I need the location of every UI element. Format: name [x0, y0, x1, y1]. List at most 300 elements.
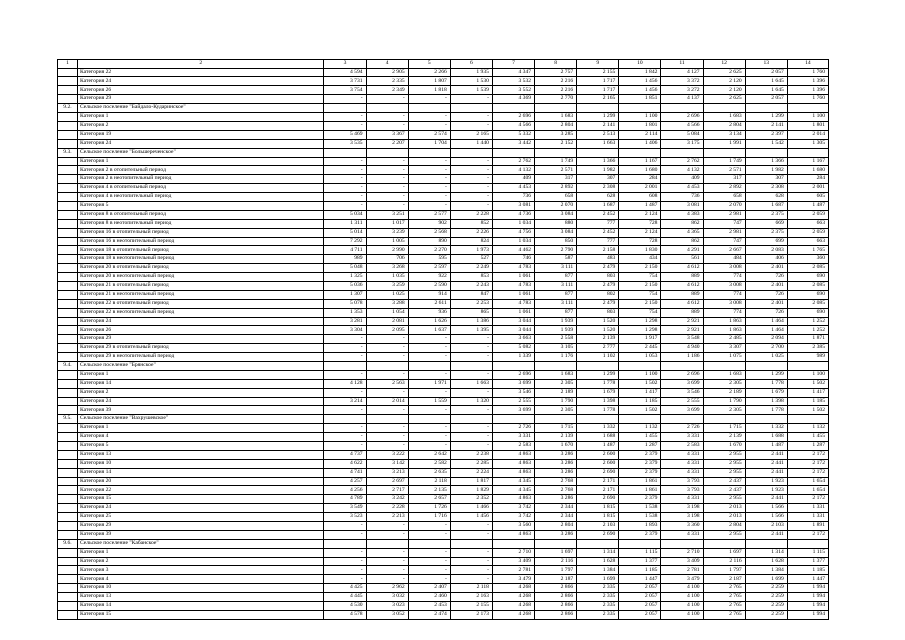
value-cell: 4 268: [492, 584, 534, 593]
value-cell: 877: [535, 273, 577, 282]
table-row: [58, 459, 829, 468]
row-label-cell: Категория 26: [78, 86, 324, 95]
value-cell: 1 530: [450, 77, 492, 86]
value-cell: 1 061: [492, 290, 534, 299]
value-cell: 3 285: [535, 130, 577, 139]
row-number-cell: [58, 273, 78, 282]
table-row: [58, 326, 829, 335]
value-cell: 4 425: [324, 584, 366, 593]
table-row: [58, 504, 829, 513]
value-cell: 2 141: [577, 121, 619, 130]
row-label-cell: Категория 14: [78, 602, 324, 611]
value-cell: 2 057: [745, 68, 787, 77]
value-cell: 1 466: [450, 504, 492, 513]
value-cell: [450, 104, 492, 113]
value-cell: 5 014: [324, 228, 366, 237]
row-label-cell: Категория 3: [78, 566, 324, 575]
value-cell: 605: [787, 193, 828, 202]
value-cell: 2 124: [619, 228, 661, 237]
value-cell: 2 001: [619, 184, 661, 193]
value-cell: 4 100: [661, 584, 703, 593]
value-cell: 1 790: [535, 397, 577, 406]
value-cell: 2 158: [577, 246, 619, 255]
value-cell: 754: [619, 273, 661, 282]
row-number-cell: [58, 184, 78, 193]
row-label-cell: Категория 1: [78, 548, 324, 557]
value-cell: -: [324, 166, 366, 175]
value-cell: 1 384: [745, 566, 787, 575]
value-cell: 1 871: [787, 335, 828, 344]
value-cell: 2 762: [492, 157, 534, 166]
value-cell: -: [408, 522, 450, 531]
row-number-cell: [58, 290, 78, 299]
value-cell: 3 032: [366, 593, 408, 602]
value-cell: -: [450, 566, 492, 575]
value-cell: 1 252: [787, 317, 828, 326]
row-label-cell: Категория 18 в отопительный период: [78, 246, 324, 255]
table-row: [58, 130, 829, 139]
value-cell: 1 186: [661, 353, 703, 362]
value-cell: 1 683: [703, 113, 745, 122]
value-cell: 2 563: [366, 379, 408, 388]
value-cell: -: [366, 548, 408, 557]
row-number-cell: [58, 326, 78, 335]
value-cell: 3 286: [535, 530, 577, 539]
value-cell: 2 726: [492, 424, 534, 433]
value-cell: 2 057: [745, 95, 787, 104]
value-cell: 2 349: [366, 86, 408, 95]
value-cell: 2 057: [619, 593, 661, 602]
value-cell: 3 754: [324, 86, 366, 95]
value-cell: 3 105: [535, 344, 577, 353]
value-cell: 3 546: [661, 388, 703, 397]
col-header: 3: [324, 60, 366, 69]
value-cell: -: [324, 121, 366, 130]
value-cell: 1 034: [492, 237, 534, 246]
table-row: [58, 184, 829, 193]
table-row: [58, 281, 829, 290]
value-cell: -: [324, 530, 366, 539]
value-cell: 2 305: [703, 406, 745, 415]
value-cell: [619, 148, 661, 157]
value-cell: 2 014: [366, 397, 408, 406]
value-cell: 2 083: [745, 246, 787, 255]
value-cell: 1 185: [787, 397, 828, 406]
value-cell: 1 464: [745, 326, 787, 335]
value-cell: 4 100: [661, 593, 703, 602]
value-cell: 2 625: [703, 68, 745, 77]
value-cell: -: [366, 175, 408, 184]
value-cell: 317: [535, 175, 577, 184]
value-cell: 527: [450, 255, 492, 264]
value-cell: 2 216: [535, 77, 577, 86]
column-number-row: [58, 60, 829, 69]
value-cell: -: [324, 201, 366, 210]
value-cell: 1 395: [450, 326, 492, 335]
row-label-cell: Категория 1: [78, 370, 324, 379]
value-cell: 1 353: [324, 308, 366, 317]
value-cell: 2 583: [492, 442, 534, 451]
table-row: [58, 344, 829, 353]
value-cell: 2 597: [408, 264, 450, 273]
value-cell: 360: [787, 255, 828, 264]
row-label-cell: Категория 26: [78, 326, 324, 335]
value-cell: 2 955: [703, 468, 745, 477]
value-cell: 3 699: [492, 406, 534, 415]
row-number-cell: [58, 157, 78, 166]
value-cell: 2 059: [787, 228, 828, 237]
row-number-cell: [58, 468, 78, 477]
value-cell: 2 103: [745, 522, 787, 531]
row-label-cell: Категория 14: [78, 468, 324, 477]
value-cell: 1 749: [703, 157, 745, 166]
section-row: [58, 104, 829, 113]
value-cell: 1 299: [745, 370, 787, 379]
value-cell: 1 132: [787, 424, 828, 433]
value-cell: 2 270: [408, 246, 450, 255]
value-cell: 706: [366, 255, 408, 264]
row-number-cell: [58, 424, 78, 433]
value-cell: 1 298: [619, 317, 661, 326]
value-cell: 2 955: [703, 530, 745, 539]
value-cell: 3 081: [661, 201, 703, 210]
value-cell: 2 452: [577, 210, 619, 219]
value-cell: 2 305: [535, 406, 577, 415]
value-cell: [577, 148, 619, 157]
value-cell: 4 594: [324, 68, 366, 77]
row-number-cell: [58, 166, 78, 175]
col-header: 4: [366, 60, 408, 69]
value-cell: 2 155: [577, 68, 619, 77]
value-cell: 2 479: [577, 299, 619, 308]
value-cell: 1 447: [787, 575, 828, 584]
value-cell: 284: [619, 175, 661, 184]
value-cell: -: [450, 442, 492, 451]
value-cell: 824: [450, 237, 492, 246]
value-cell: 728: [619, 219, 661, 228]
value-cell: -: [408, 121, 450, 130]
value-cell: 2 574: [408, 130, 450, 139]
value-cell: 2 485: [703, 335, 745, 344]
value-cell: -: [408, 370, 450, 379]
value-cell: 3 552: [492, 86, 534, 95]
value-cell: 1 628: [577, 557, 619, 566]
value-cell: 5 036: [324, 281, 366, 290]
value-cell: 1 538: [619, 504, 661, 513]
value-cell: [450, 148, 492, 157]
value-cell: 922: [408, 273, 450, 282]
value-cell: [787, 148, 828, 157]
value-cell: -: [408, 548, 450, 557]
value-cell: 1 332: [745, 424, 787, 433]
value-cell: 4 268: [492, 593, 534, 602]
value-cell: 2 781: [492, 566, 534, 575]
value-cell: 1 697: [703, 548, 745, 557]
value-cell: -: [408, 442, 450, 451]
value-cell: -: [408, 157, 450, 166]
value-cell: 1 688: [577, 433, 619, 442]
table-row: [58, 442, 829, 451]
value-cell: 2 228: [450, 210, 492, 219]
value-cell: 3 111: [535, 264, 577, 273]
row-number-cell: 9.2.: [58, 104, 78, 113]
value-cell: [366, 361, 408, 370]
row-number-cell: [58, 477, 78, 486]
value-cell: 4 711: [324, 246, 366, 255]
row-number-cell: [58, 121, 78, 130]
value-cell: -: [324, 175, 366, 184]
value-cell: [450, 539, 492, 548]
value-cell: -: [366, 442, 408, 451]
table-row: [58, 121, 829, 130]
value-cell: -: [324, 442, 366, 451]
value-cell: -: [408, 530, 450, 539]
value-cell: -: [450, 121, 492, 130]
value-cell: 2 375: [745, 228, 787, 237]
value-cell: 2 667: [703, 246, 745, 255]
value-cell: 746: [492, 255, 534, 264]
value-cell: 2 710: [492, 548, 534, 557]
value-cell: 2 266: [408, 68, 450, 77]
value-cell: 2 139: [535, 433, 577, 442]
row-number-cell: [58, 522, 78, 531]
row-number-cell: [58, 495, 78, 504]
value-cell: 1 132: [619, 424, 661, 433]
col-header: 12: [703, 60, 745, 69]
value-cell: 1 801: [619, 121, 661, 130]
value-cell: 4 612: [661, 281, 703, 290]
row-number-cell: [58, 317, 78, 326]
value-cell: [492, 415, 534, 424]
value-cell: -: [450, 166, 492, 175]
value-cell: 2 777: [577, 344, 619, 353]
row-number-cell: [58, 210, 78, 219]
table-row: [58, 575, 829, 584]
value-cell: 4 128: [324, 379, 366, 388]
value-cell: 2 150: [619, 281, 661, 290]
value-cell: -: [324, 113, 366, 122]
value-cell: [745, 415, 787, 424]
value-cell: 1 398: [577, 397, 619, 406]
table-row: [58, 175, 829, 184]
row-label-cell: Категория 39: [78, 406, 324, 415]
value-cell: 850: [535, 237, 577, 246]
value-cell: 1 654: [787, 486, 828, 495]
row-number-cell: [58, 255, 78, 264]
value-cell: 1 102: [577, 353, 619, 362]
row-label-cell: Категория 4: [78, 575, 324, 584]
value-cell: [535, 361, 577, 370]
value-cell: 2 790: [535, 246, 577, 255]
row-number-cell: [58, 344, 78, 353]
value-cell: 2 152: [535, 139, 577, 148]
value-cell: -: [366, 335, 408, 344]
value-cell: 2 401: [745, 281, 787, 290]
value-cell: 2 558: [535, 335, 577, 344]
value-cell: [492, 539, 534, 548]
value-cell: 1 817: [450, 477, 492, 486]
row-label-cell: Категория 29: [78, 522, 324, 531]
row-label-cell: Сельское поселение "Кабанское": [78, 539, 324, 548]
col-header: 13: [745, 60, 787, 69]
row-label-cell: Категория 4 в неотопительный период: [78, 193, 324, 202]
value-cell: 2 696: [492, 370, 534, 379]
value-cell: 2 335: [577, 593, 619, 602]
value-cell: 2 013: [703, 513, 745, 522]
value-cell: 2 697: [366, 477, 408, 486]
value-cell: 2 905: [366, 68, 408, 77]
value-cell: -: [450, 175, 492, 184]
value-cell: 2 804: [703, 522, 745, 531]
value-cell: 2 213: [366, 513, 408, 522]
value-cell: [535, 104, 577, 113]
table-row: [58, 299, 829, 308]
value-cell: 3 331: [492, 433, 534, 442]
value-cell: 1 456: [619, 77, 661, 86]
value-cell: [535, 539, 577, 548]
value-cell: 4 756: [492, 228, 534, 237]
value-cell: 3 008: [703, 264, 745, 273]
value-cell: 2 187: [535, 575, 577, 584]
table-row: [58, 406, 829, 415]
row-label-cell: Категория 15: [78, 610, 324, 619]
value-cell: 1 778: [745, 406, 787, 415]
value-cell: 2 635: [408, 468, 450, 477]
value-cell: 2 165: [450, 130, 492, 139]
row-label-cell: Категория 21 в отопительный период: [78, 281, 324, 290]
value-cell: 4 863: [492, 530, 534, 539]
value-cell: 1 790: [703, 397, 745, 406]
row-label-cell: Категория 10: [78, 584, 324, 593]
value-cell: -: [324, 424, 366, 433]
value-cell: -: [324, 388, 366, 397]
value-cell: 2 571: [703, 166, 745, 175]
value-cell: 2 013: [703, 504, 745, 513]
value-cell: -: [366, 344, 408, 353]
value-cell: 690: [787, 290, 828, 299]
value-cell: 1 307: [324, 290, 366, 299]
value-cell: [619, 361, 661, 370]
table-row: [58, 77, 829, 86]
row-label-cell: Категория 22: [78, 486, 324, 495]
value-cell: 2 696: [661, 113, 703, 122]
value-cell: -: [408, 175, 450, 184]
value-cell: [745, 361, 787, 370]
row-label-cell: Категория 1: [78, 113, 324, 122]
value-cell: -: [450, 95, 492, 104]
value-cell: 1 311: [324, 219, 366, 228]
row-number-cell: [58, 575, 78, 584]
value-cell: -: [366, 157, 408, 166]
value-cell: 409: [661, 175, 703, 184]
value-cell: -: [324, 406, 366, 415]
value-cell: 4 783: [492, 264, 534, 273]
value-cell: 2 228: [366, 504, 408, 513]
value-cell: 726: [745, 308, 787, 317]
value-cell: 2 139: [703, 433, 745, 442]
row-label-cell: Категория 2: [78, 121, 324, 130]
value-cell: 2 981: [703, 228, 745, 237]
value-cell: 3 549: [324, 504, 366, 513]
value-cell: 2 189: [703, 388, 745, 397]
value-cell: 2 892: [535, 184, 577, 193]
value-cell: 774: [703, 308, 745, 317]
value-cell: 2 165: [577, 95, 619, 104]
value-cell: 3 479: [661, 575, 703, 584]
value-cell: 2 765: [703, 602, 745, 611]
value-cell: 1 167: [787, 157, 828, 166]
value-cell: 4 347: [492, 68, 534, 77]
value-cell: 2 057: [619, 584, 661, 593]
value-cell: [619, 104, 661, 113]
value-cell: 2 955: [703, 459, 745, 468]
value-cell: 1 252: [787, 326, 828, 335]
value-cell: [703, 361, 745, 370]
value-cell: 1 487: [619, 201, 661, 210]
value-cell: 1 054: [366, 308, 408, 317]
value-cell: 1 726: [408, 504, 450, 513]
value-cell: -: [366, 113, 408, 122]
value-cell: 1 115: [787, 548, 828, 557]
value-cell: [324, 539, 366, 548]
value-cell: 1 973: [450, 246, 492, 255]
value-cell: -: [408, 557, 450, 566]
value-cell: [450, 415, 492, 424]
value-cell: 2 726: [661, 424, 703, 433]
value-cell: 3 084: [535, 228, 577, 237]
value-cell: 1 982: [745, 166, 787, 175]
value-cell: 3 286: [535, 450, 577, 459]
value-cell: 3 699: [492, 379, 534, 388]
value-cell: -: [450, 201, 492, 210]
value-cell: 1 971: [408, 379, 450, 388]
value-cell: 1 384: [577, 566, 619, 575]
col-header: 9: [577, 60, 619, 69]
row-label-cell: Категория 5: [78, 442, 324, 451]
value-cell: [661, 539, 703, 548]
value-cell: 3 142: [366, 459, 408, 468]
value-cell: 4 863: [492, 459, 534, 468]
table-row: [58, 210, 829, 219]
value-cell: 2 453: [408, 602, 450, 611]
value-cell: 2 441: [745, 468, 787, 477]
value-cell: 1 679: [577, 388, 619, 397]
value-cell: 1 683: [535, 113, 577, 122]
value-cell: 4 100: [661, 610, 703, 619]
value-cell: 2 379: [619, 450, 661, 459]
value-cell: [450, 361, 492, 370]
row-number-cell: [58, 237, 78, 246]
value-cell: 4 132: [492, 166, 534, 175]
value-cell: 989: [787, 353, 828, 362]
value-cell: 4 863: [492, 468, 534, 477]
row-label-cell: Категория 5: [78, 201, 324, 210]
value-cell: 2 114: [619, 130, 661, 139]
row-label-cell: Категория 20 в неотопительный период: [78, 273, 324, 282]
table-row: [58, 139, 829, 148]
value-cell: -: [324, 548, 366, 557]
value-cell: 2 762: [661, 157, 703, 166]
row-number-cell: [58, 228, 78, 237]
row-label-cell: Категория 13: [78, 593, 324, 602]
value-cell: 862: [661, 237, 703, 246]
table-row: [58, 388, 829, 397]
value-cell: 608: [619, 193, 661, 202]
value-cell: 1 299: [577, 113, 619, 122]
value-cell: 3 742: [492, 504, 534, 513]
value-cell: 2 583: [661, 442, 703, 451]
value-cell: -: [408, 113, 450, 122]
